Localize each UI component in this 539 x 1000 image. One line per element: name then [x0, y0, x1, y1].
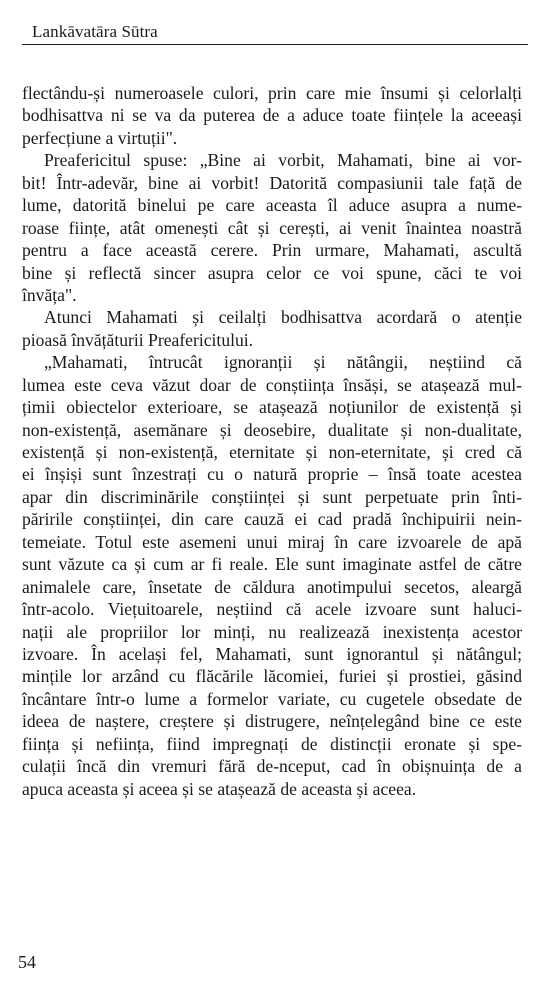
running-head: Lankāvatāra Sūtra — [32, 22, 158, 41]
text-line: lume, datorită binelui pe care aceasta îl aduce asupra a nume- — [22, 195, 522, 216]
text-line: învăța". — [22, 284, 77, 305]
page-number: 54 — [18, 952, 36, 972]
text-line: pioasă învățăturii Preafericitului. — [22, 329, 254, 350]
text-line: non-existență, asemănare și deosebire, dualitate și non-dualitate, — [22, 419, 522, 440]
text-line: lumea este ceva văzut doar de conștiința însăși, se atașează mul- — [22, 374, 522, 395]
text-line: țimii obiectelor exterioare, se atașează noțiunilor de existență și — [22, 397, 522, 418]
text-line: bine și reflectă sincer asupra celor ce voi spune, căci te voi — [22, 262, 522, 283]
text-line: ideea de naștere, creștere și distrugere, neînțelegând bine ce este — [22, 711, 522, 732]
text-line: păririle conștiinței, din care cauză ei cad pradă închipuirii nein- — [22, 509, 522, 530]
text-line: Atunci Mahamati și ceilalți bodhisattva acordară o atenție — [44, 307, 522, 328]
text-line: „Mahamati, întrucât ignoranții și nătângii, neștiind că — [44, 352, 522, 373]
text-line: pentru a face această cerere. Prin urmare, Mahamati, ascultă — [22, 240, 522, 261]
text-line: ființa și neființa, fiind impregnați de distincții eronate și spe- — [22, 733, 522, 754]
text-line: bit! Într-adevăr, bine ai vorbit! Datorită compasiunii tale față de — [22, 172, 522, 193]
text-line: sunt văzute ca și cum ar fi reale. Ele sunt imaginate astfel de către — [22, 554, 522, 575]
text-line: animalele care, însetate de căldura anotimpului secetos, aleargă — [22, 576, 522, 597]
text-line: mințile lor arzând cu flăcările lăcomiei, furiei și prostiei, găsind — [22, 666, 522, 687]
text-line: perfecțiune a virtuții". — [22, 127, 178, 148]
text-line: existență și non-existență, eternitate și non-eternitate, și cred că — [22, 442, 522, 462]
text-line: temeiate. Totul este asemeni unui miraj în care izvoarele de apă — [22, 531, 522, 552]
text-line: flectându-și numeroasele culori, prin care mie însumi și celorlalți — [22, 83, 522, 103]
text-line: apar din discriminările conștiinței și sunt perpetuate prin înti- — [22, 486, 522, 507]
text-line: ei înșiși sunt înzestrați cu o natură proprie – însă toate acestea — [22, 464, 522, 485]
text-line: nații ale propriilor lor minți, nu realizează inexistența acestor — [22, 621, 522, 642]
text-line: bodhisattva ni se va da puterea de a aduce toate ființele la aceeași — [22, 105, 522, 126]
text-line: apuca aceasta și aceea și se atașează de aceasta și aceea. — [22, 778, 417, 799]
text-line: încântare într-o lume a formelor variate, cu cugetele obsedate de — [22, 688, 522, 709]
text-line: roase ființe, atât omenești cât și cerești, ai venit înaintea noastră — [22, 217, 522, 238]
text-line: culații încă din vremuri fără de-nceput, cad în obișnuința de a — [22, 756, 522, 777]
body-text — [22, 82, 522, 800]
text-line: într-acolo. Viețuitoarele, neștiind că acele izvoare sunt haluci- — [22, 599, 522, 620]
text-line: izvoare. În același fel, Mahamati, sunt ignorantul și nătângul; — [22, 643, 522, 664]
text-line: Preafericitul spuse: „Bine ai vorbit, Mahamati, bine ai vor- — [44, 150, 522, 171]
header-rule — [22, 44, 528, 45]
